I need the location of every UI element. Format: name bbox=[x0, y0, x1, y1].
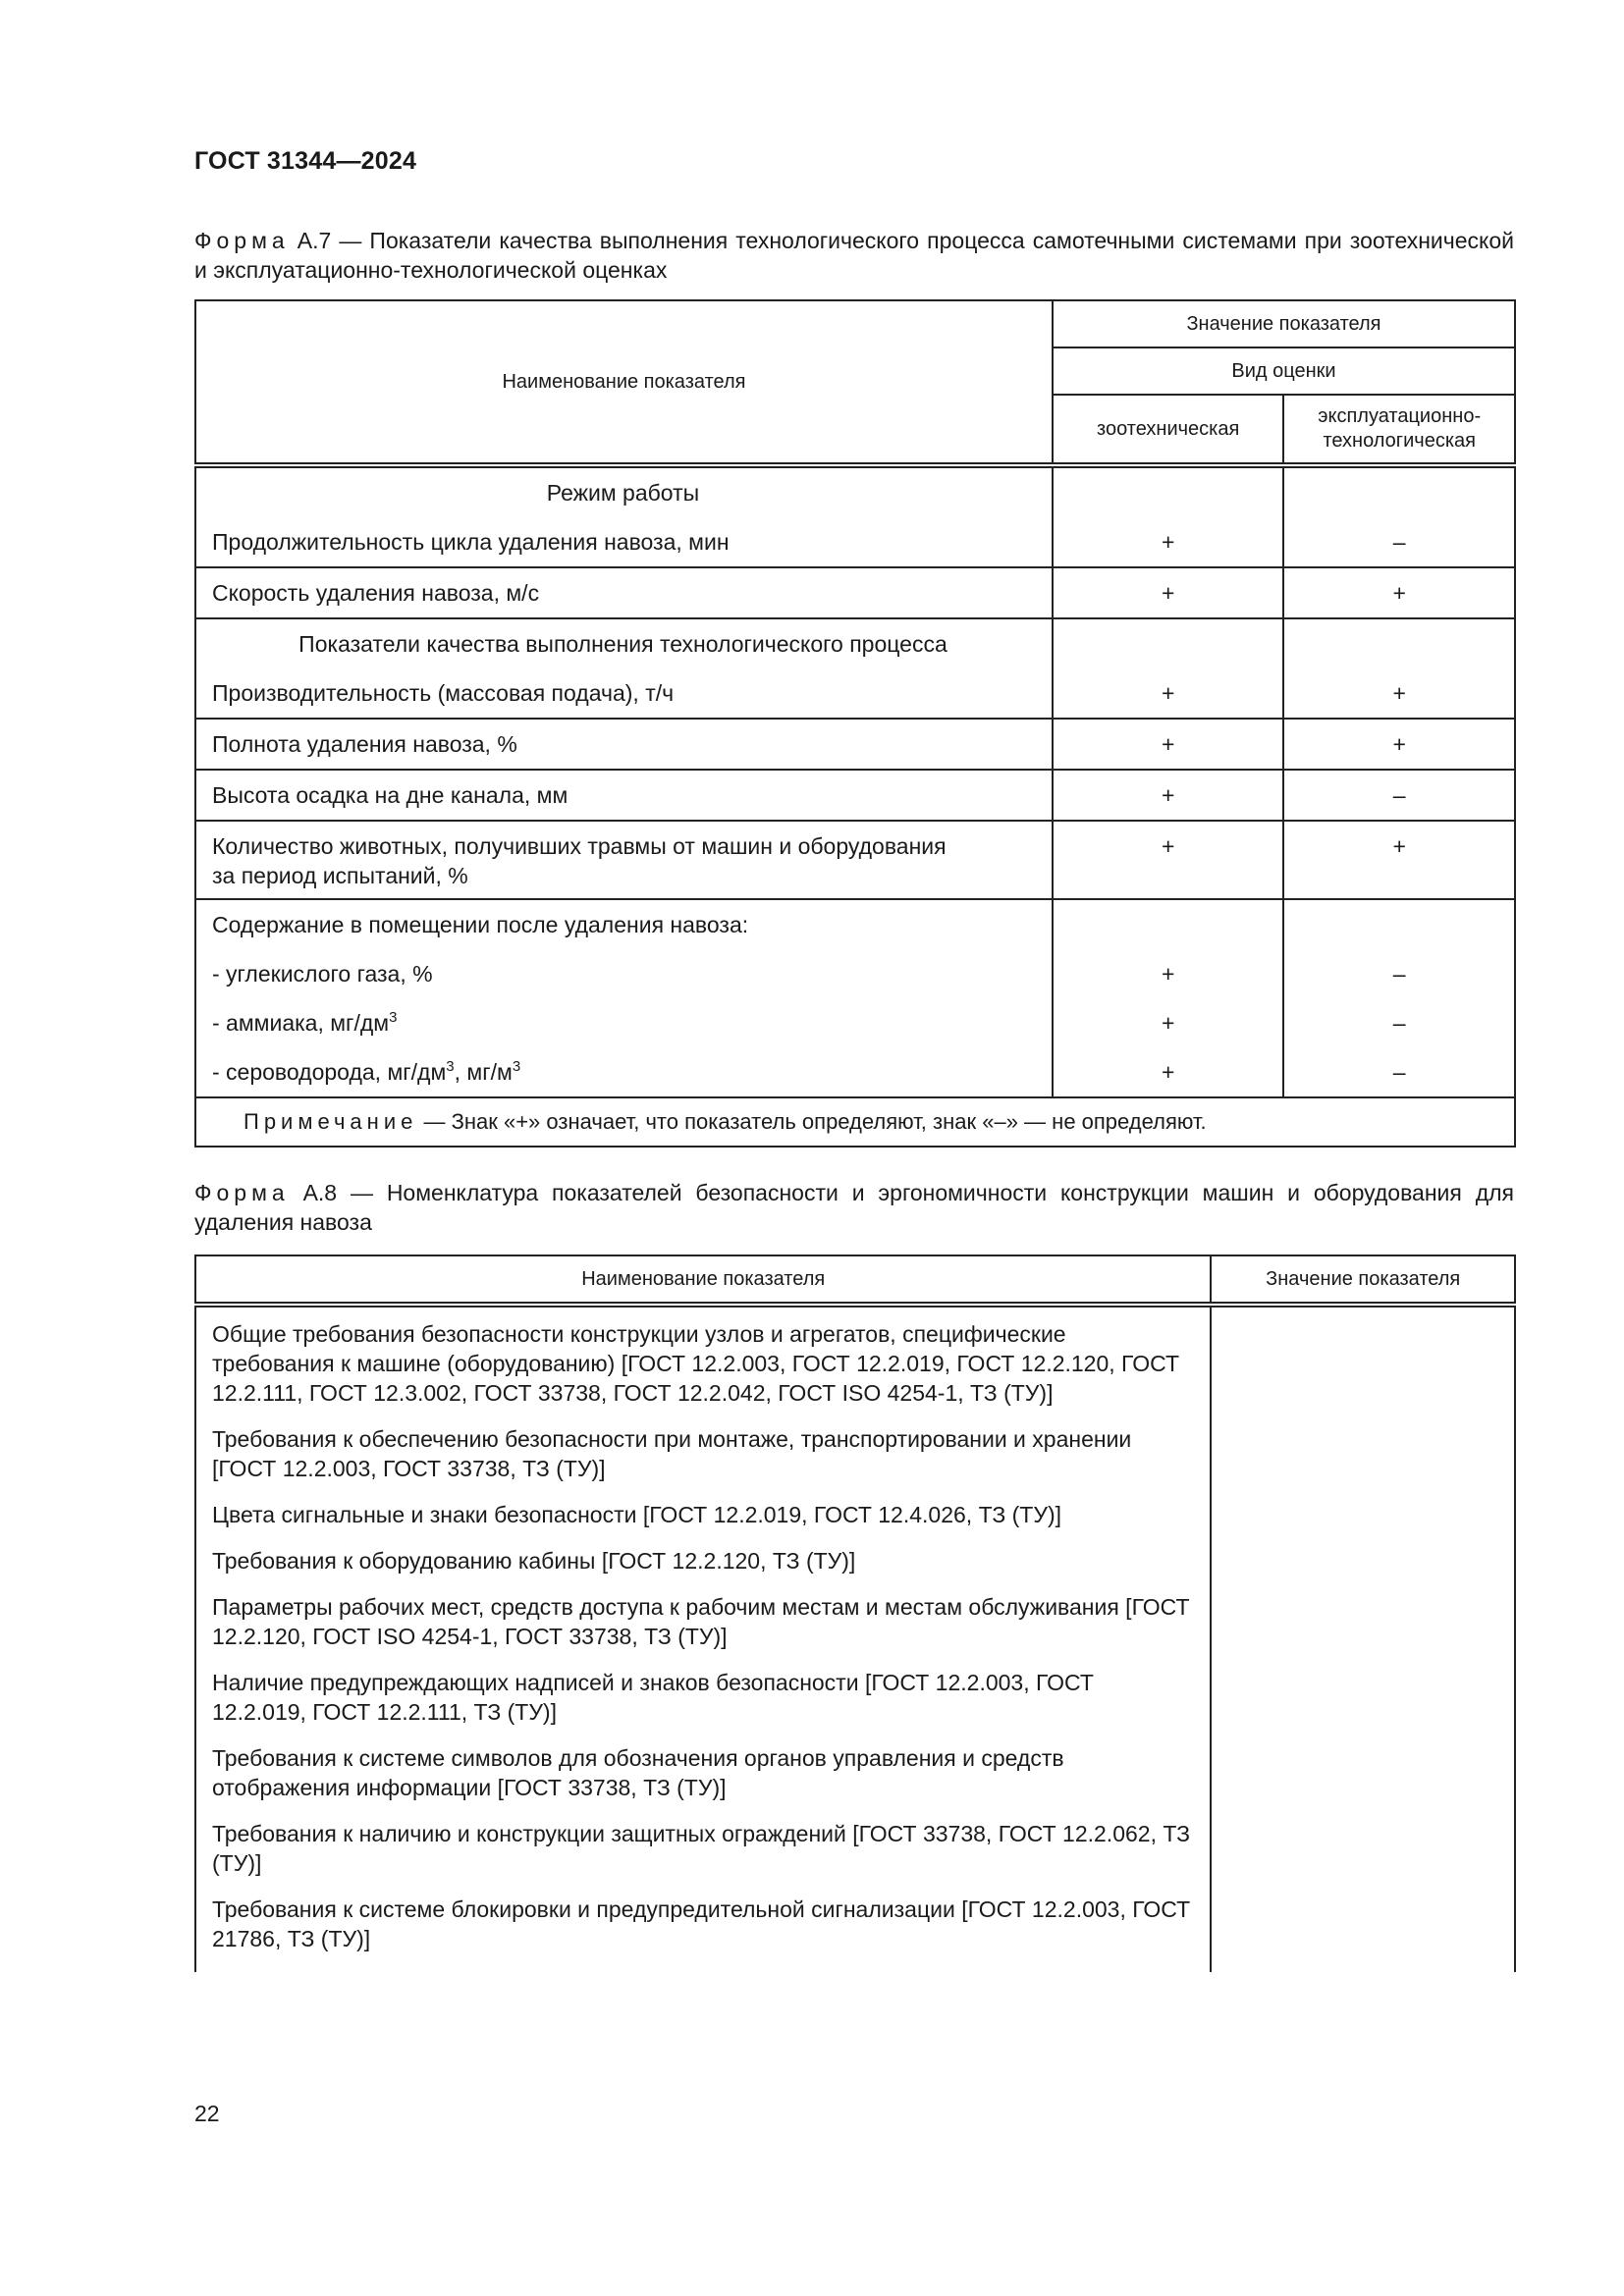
table-row bbox=[195, 899, 1515, 1097]
row-name-h2s: - сероводорода, $мг/дм^3$, $мг/м^3$ bbox=[212, 1058, 521, 1085]
header-indicator-value: Значение показателя bbox=[1053, 300, 1515, 347]
note-text: — Знак «+» означает, что показатель определяют, знак «–» — не определяют. bbox=[417, 1109, 1207, 1134]
value-expl: – bbox=[1392, 961, 1406, 987]
row-name: Продолжительность цикла удаления навоза, мин bbox=[212, 529, 730, 555]
value-zoo: + bbox=[1161, 1010, 1175, 1036]
list-item: Параметры рабочих мест, средств доступа к рабочим местам и местам обслуживания [ГОСТ 12.2.120, ГОСТ ISO 4254-1, ГОСТ 33738, ТЗ (ТУ)] bbox=[212, 1594, 1190, 1649]
value-expl: + bbox=[1392, 731, 1406, 757]
table-row bbox=[195, 618, 1515, 719]
form-a8-caption-text: А.8 — Номенклатура показателей безопасности и эргономичности конструкции машин и оборудования для удаления навоза bbox=[194, 1180, 1515, 1235]
list-item: Требования к обеспечению безопасности при монтаже, транспортировании и хранении [ГОСТ 12.2.003, ГОСТ 33738, ТЗ (ТУ)] bbox=[212, 1426, 1132, 1481]
list-item: Требования к системе символов для обозначения органов управления и средств отображения информации [ГОСТ 33738, ТЗ (ТУ)] bbox=[212, 1745, 1064, 1800]
header-zootechnical: зоотехническая bbox=[1053, 395, 1283, 463]
value-expl: – bbox=[1392, 529, 1406, 555]
note-label: Примечание bbox=[244, 1109, 418, 1134]
table-row bbox=[195, 567, 1515, 618]
header-indicator-name: Наименование показателя bbox=[195, 300, 1053, 463]
section-heading: Показатели качества выполнения технологического процесса bbox=[298, 631, 947, 657]
form-a8-table bbox=[194, 1255, 1516, 1972]
row-name: Содержание в помещении после удаления навоза: bbox=[212, 912, 749, 937]
row-name-ammonia: - аммиака, $мг/дм^3$ bbox=[212, 1009, 398, 1036]
value-expl: + bbox=[1392, 580, 1406, 606]
value-zoo: + bbox=[1161, 529, 1175, 555]
header-evaluation-type: Вид оценки bbox=[1053, 347, 1515, 395]
row-name: Производительность (массовая подача), т/ч bbox=[212, 680, 675, 706]
header-indicator-value: Значение показателя bbox=[1211, 1255, 1515, 1303]
page-number: 22 bbox=[194, 2101, 220, 2126]
header-operational-line2: технологическая bbox=[1323, 430, 1476, 452]
value-zoo: + bbox=[1161, 580, 1175, 606]
table-row bbox=[195, 1307, 1515, 1972]
list-item: Наличие предупреждающих надписей и знаков безопасности [ГОСТ 12.2.003, ГОСТ 12.2.019, ГОСТ 12.2.111, ТЗ (ТУ)] bbox=[212, 1670, 1094, 1725]
table-row bbox=[195, 719, 1515, 770]
table-row bbox=[195, 770, 1515, 821]
form-a7-caption-text: А.7 — Показатели качества выполнения технологического процесса самотечными системами при зоотехнической и эксплуатационно-технологической оценках bbox=[194, 228, 1515, 283]
list-item: Общие требования безопасности конструкции узлов и агрегатов, специфические требования к машине (оборудованию) [ГОСТ 12.2.003, ГОСТ 12.2.019, ГОСТ 12.2.120, ГОСТ 12.2.111, ГОСТ 12.3.002, ГОСТ 33738, ГОСТ 12.2.042, ГОСТ ISO 4254-1, ТЗ (ТУ)] bbox=[212, 1321, 1179, 1406]
header-operational bbox=[1283, 395, 1515, 463]
row-name-co2: - углекислого газа, % bbox=[212, 961, 433, 987]
value-expl: – bbox=[1392, 1059, 1406, 1085]
list-item: Требования к системе блокировки и предупредительной сигнализации [ГОСТ 12.2.003, ГОСТ 21786, ТЗ (ТУ)] bbox=[212, 1896, 1191, 1951]
value-cell bbox=[1211, 1307, 1515, 1972]
row-name: Скорость удаления навоза, м/с bbox=[212, 580, 540, 606]
value-zoo: + bbox=[1161, 961, 1175, 987]
form-a7-caption-label: Форма bbox=[194, 228, 290, 253]
row-name-line2: за период испытаний, % bbox=[212, 863, 468, 888]
table-row bbox=[195, 821, 1515, 899]
value-zoo: + bbox=[1161, 833, 1175, 859]
row-name: Высота осадка на дне канала, мм bbox=[212, 782, 568, 808]
form-a8-caption-label: Форма bbox=[194, 1180, 290, 1205]
value-zoo: + bbox=[1161, 680, 1175, 706]
section-heading: Режим работы bbox=[546, 480, 700, 506]
value-expl: – bbox=[1392, 1010, 1406, 1036]
value-expl: + bbox=[1392, 680, 1406, 706]
list-item: Цвета сигнальные и знаки безопасности [ГОСТ 12.2.019, ГОСТ 12.4.026, ТЗ (ТУ)] bbox=[212, 1502, 1062, 1527]
form-a7-caption bbox=[194, 226, 1514, 285]
header-operational-line1: эксплуатационно- bbox=[1318, 405, 1482, 427]
value-zoo: + bbox=[1161, 1059, 1175, 1085]
value-expl: – bbox=[1392, 782, 1406, 808]
form-a7-table bbox=[194, 299, 1516, 1148]
row-name-line1: Количество животных, получивших травмы от машин и оборудования bbox=[212, 833, 947, 859]
value-zoo: + bbox=[1161, 731, 1175, 757]
table-note-row bbox=[195, 1097, 1515, 1147]
document-code: ГОСТ 31344—2024 bbox=[194, 147, 417, 175]
table-row bbox=[195, 467, 1515, 567]
header-indicator-name: Наименование показателя bbox=[195, 1255, 1211, 1303]
value-zoo: + bbox=[1161, 782, 1175, 808]
value-expl: + bbox=[1392, 833, 1406, 859]
list-item: Требования к наличию и конструкции защитных ограждений [ГОСТ 33738, ГОСТ 12.2.062, ТЗ (ТУ)] bbox=[212, 1821, 1191, 1876]
form-a8-caption bbox=[194, 1178, 1514, 1237]
list-item: Требования к оборудованию кабины [ГОСТ 12.2.120, ТЗ (ТУ)] bbox=[212, 1548, 856, 1574]
row-name: Полнота удаления навоза, % bbox=[212, 731, 517, 757]
table-note bbox=[195, 1097, 1515, 1147]
